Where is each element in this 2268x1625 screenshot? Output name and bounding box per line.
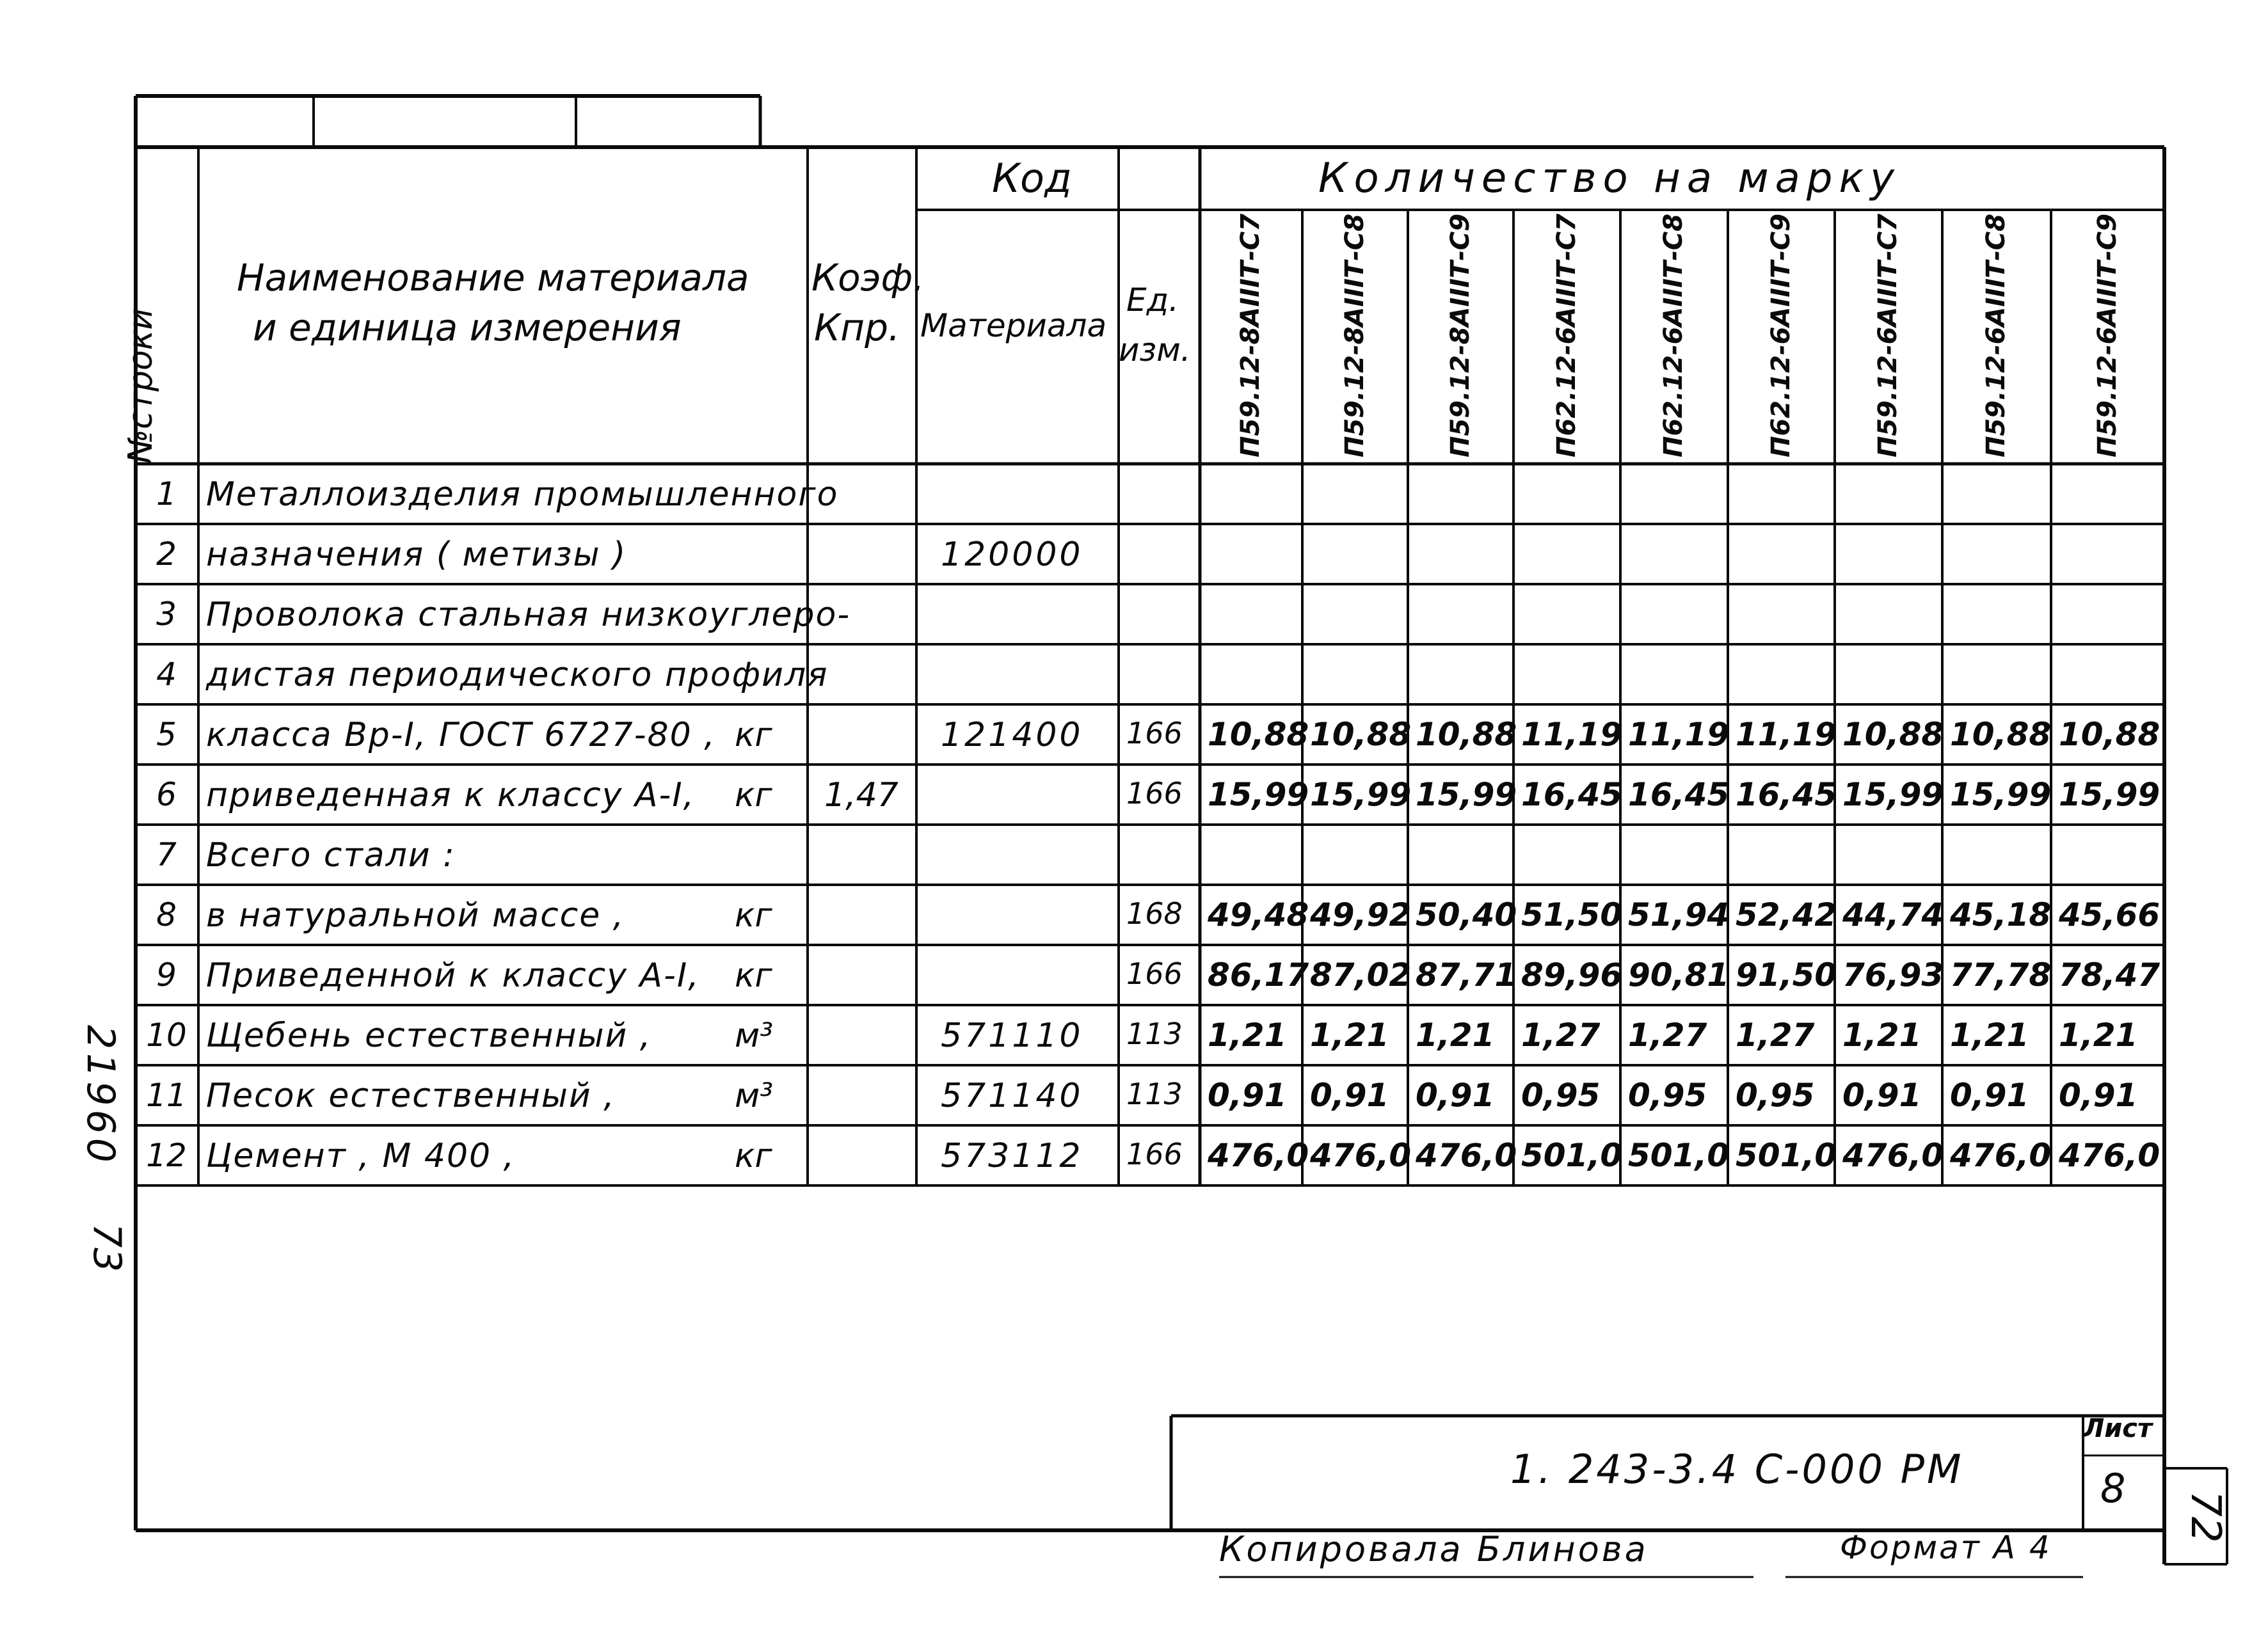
row-number: 3	[156, 596, 177, 633]
quantity-value: 476,0	[1950, 1137, 2052, 1174]
quantity-value: 16,45	[1736, 776, 1837, 813]
unit-code: 113	[1126, 1077, 1183, 1111]
quantity-value: 87,02	[1310, 956, 1412, 994]
doc-code: 1. 243-3.4 С-000 РМ	[1510, 1446, 1964, 1493]
quantity-value: 16,45	[1521, 776, 1623, 813]
quantity-value: 16,45	[1628, 776, 1730, 813]
unit-label: кг	[735, 776, 772, 814]
material-name: Цемент , М 400 ,	[206, 1137, 516, 1175]
header-unit-line1: Ед.	[1126, 281, 1179, 319]
row-number: 9	[156, 956, 177, 994]
quantity-value: 1,21	[1416, 1017, 1495, 1054]
material-name: в натуральной массе ,	[206, 896, 625, 935]
sheet-label: Лист	[2083, 1414, 2153, 1443]
row-number: 4	[156, 656, 177, 693]
copied-by: Копировала Блинова	[1219, 1529, 1649, 1569]
row-number: 1	[156, 475, 177, 512]
brand-header-3: П59.12-8АIIIТ-С9	[1445, 213, 1475, 457]
coefficient: 1,47	[824, 776, 898, 814]
quantity-value: 90,81	[1628, 956, 1730, 994]
quantity-value: 15,99	[2059, 776, 2160, 813]
material-name: Проволока стальная низкоуглеро-	[206, 596, 851, 634]
header-coef-line2: Кпр.	[814, 306, 900, 349]
inventory-number: 21960	[78, 1025, 123, 1166]
quantity-value: 76,93	[1842, 956, 1944, 994]
quantity-value: 476,0	[1416, 1137, 1517, 1174]
unit-code: 166	[1126, 776, 1183, 811]
quantity-value: 78,47	[2059, 956, 2160, 994]
row-number: 11	[146, 1077, 187, 1114]
quantity-value: 15,99	[1310, 776, 1412, 813]
quantity-value: 476,0	[1208, 1137, 1309, 1174]
brand-header-1: П59.12-8АIIIТ-С7	[1236, 213, 1265, 457]
material-name: Металлоизделия промышленного	[206, 475, 839, 514]
header-coef-line1: Коэф.	[811, 256, 925, 299]
unit-label: кг	[735, 1137, 772, 1175]
quantity-value: 86,17	[1208, 956, 1309, 994]
quantity-value: 10,88	[1416, 716, 1517, 753]
material-code: 571110	[941, 1017, 1083, 1055]
quantity-value: 1,21	[1208, 1017, 1287, 1054]
material-name: класса Вр-I, ГОСТ 6727-80 ,	[206, 716, 716, 754]
row-number: 8	[156, 896, 177, 933]
quantity-value: 0,91	[1208, 1077, 1287, 1114]
unit-label: кг	[735, 956, 772, 995]
material-code: 121400	[941, 716, 1083, 754]
unit-code: 166	[1126, 1137, 1183, 1171]
quantity-value: 15,99	[1842, 776, 1944, 813]
quantity-value: 44,74	[1842, 896, 1944, 933]
row-number: 10	[146, 1017, 187, 1054]
quantity-value: 52,42	[1736, 896, 1837, 933]
material-name: Приведенной к классу А-I,	[206, 956, 700, 995]
row-number: 2	[156, 535, 177, 573]
unit-code: 166	[1126, 716, 1183, 750]
quantity-value: 10,88	[1208, 716, 1309, 753]
quantity-value: 10,88	[1310, 716, 1412, 753]
brand-header-7: П59.12-6АIIIТ-С7	[1873, 213, 1903, 457]
quantity-value: 10,88	[1842, 716, 1944, 753]
quantity-value: 0,95	[1736, 1077, 1815, 1114]
quantity-value: 0,91	[1310, 1077, 1389, 1114]
material-name: Щебень естественный ,	[206, 1017, 652, 1055]
quantity-value: 89,96	[1521, 956, 1623, 994]
quantity-value: 15,99	[1208, 776, 1309, 813]
header-name-line2: и единица измерения	[253, 306, 682, 349]
sheet-number: 8	[2100, 1465, 2126, 1512]
quantity-value: 11,19	[1521, 716, 1623, 753]
quantity-value: 501,0	[1736, 1137, 1837, 1174]
quantity-value: 1,21	[1950, 1017, 2029, 1054]
quantity-value: 87,71	[1416, 956, 1517, 994]
row-number: 6	[156, 776, 177, 813]
quantity-value: 0,91	[1416, 1077, 1495, 1114]
quantity-value: 0,91	[2059, 1077, 2138, 1114]
brand-header-5: П62.12-6АIIIТ-С8	[1659, 213, 1688, 457]
quantity-value: 476,0	[1310, 1137, 1412, 1174]
material-code: 571140	[941, 1077, 1083, 1115]
quantity-value: 10,88	[1950, 716, 2052, 753]
material-name: Всего стали :	[206, 836, 456, 875]
quantity-value: 11,19	[1628, 716, 1730, 753]
quantity-value: 476,0	[2059, 1137, 2160, 1174]
material-code: 573112	[941, 1137, 1083, 1175]
quantity-value: 476,0	[1842, 1137, 1944, 1174]
format-label: Формат А 4	[1840, 1529, 2052, 1566]
header-quantity: Количество на марку	[1318, 155, 1901, 202]
quantity-value: 501,0	[1628, 1137, 1730, 1174]
header-material: Материала	[920, 307, 1107, 344]
brand-header-9: П59.12-6АIIIТ-С9	[2092, 213, 2122, 457]
row-number: 7	[156, 836, 177, 873]
quantity-value: 1,27	[1736, 1017, 1815, 1054]
header-code: Код	[992, 155, 1072, 202]
quantity-value: 91,50	[1736, 956, 1837, 994]
unit-label: кг	[735, 716, 772, 754]
inventory-subnumber: 73	[84, 1223, 129, 1272]
quantity-value: 10,88	[2059, 716, 2160, 753]
unit-label: м³	[735, 1017, 774, 1055]
quantity-value: 1,27	[1521, 1017, 1601, 1054]
brand-header-8: П59.12-6АIIIТ-С8	[1981, 213, 2011, 457]
quantity-value: 1,21	[1310, 1017, 1389, 1054]
brand-header-2: П59.12-8АIIIТ-С8	[1339, 213, 1370, 457]
quantity-value: 15,99	[1416, 776, 1517, 813]
brand-header-4: П62.12-6АIIIТ-С7	[1551, 213, 1581, 457]
quantity-value: 45,18	[1950, 896, 2052, 933]
unit-label: кг	[735, 896, 772, 935]
material-name: дистая периодического профиля	[206, 656, 829, 694]
quantity-value: 0,91	[1950, 1077, 2029, 1114]
quantity-value: 0,95	[1628, 1077, 1707, 1114]
quantity-value: 77,78	[1950, 956, 2052, 994]
header-name-line1: Наименование материала	[237, 256, 749, 299]
quantity-value: 1,21	[1842, 1017, 1922, 1054]
quantity-value: 51,94	[1628, 896, 1730, 933]
material-name: Песок естественный ,	[206, 1077, 616, 1115]
quantity-value: 51,50	[1521, 896, 1623, 933]
header-row-no: №строки	[122, 308, 160, 464]
page-number: 72	[2182, 1491, 2229, 1543]
quantity-value: 0,91	[1842, 1077, 1922, 1114]
row-number: 5	[156, 716, 177, 753]
material-name: назначения ( метизы )	[206, 535, 627, 574]
quantity-value: 15,99	[1950, 776, 2052, 813]
material-name: приведенная к классу А-I,	[206, 776, 696, 814]
header-unit-line2: изм.	[1119, 331, 1191, 369]
brand-header-6: П62.12-6АIIIТ-С9	[1766, 213, 1796, 457]
unit-code: 166	[1126, 956, 1183, 991]
unit-code: 113	[1126, 1017, 1183, 1051]
quantity-value: 11,19	[1736, 716, 1837, 753]
unit-code: 168	[1126, 896, 1183, 931]
material-code: 120000	[941, 535, 1083, 574]
quantity-value: 49,92	[1310, 896, 1412, 933]
quantity-value: 0,95	[1521, 1077, 1601, 1114]
quantity-value: 49,48	[1208, 896, 1309, 933]
quantity-value: 45,66	[2059, 896, 2160, 933]
quantity-value: 501,0	[1521, 1137, 1623, 1174]
quantity-value: 1,27	[1628, 1017, 1707, 1054]
quantity-value: 50,40	[1416, 896, 1517, 933]
quantity-value: 1,21	[2059, 1017, 2138, 1054]
row-number: 12	[146, 1137, 187, 1174]
unit-label: м³	[735, 1077, 774, 1115]
